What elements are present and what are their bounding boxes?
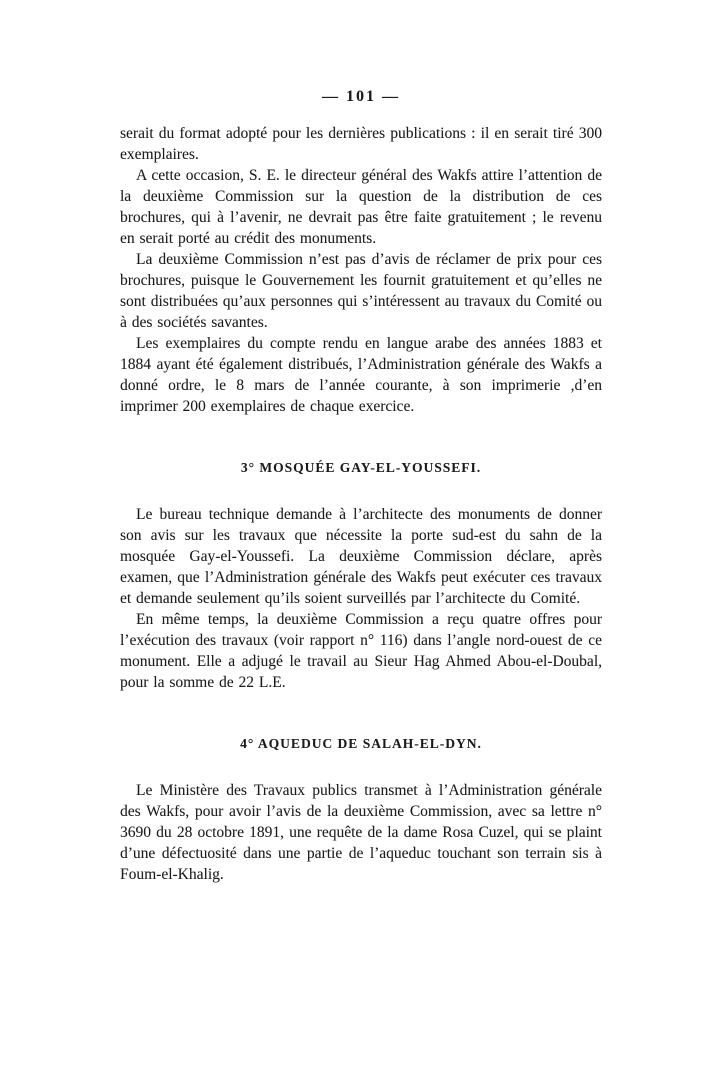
text-column [120, 123, 602, 885]
page-number: — 101 — [322, 88, 400, 105]
paragraph: Le Ministère des Travaux publics transmet à l’Administration générale des Wakfs, pour avoir l’avis de la deuxième Commission, avec sa lettre n° 3690 du 28 octobre 1891, une requête de la dame Rosa Cuzel, qui se plaint d’une défectuosité dans une partie de l’aqueduc touchant son terrain sis à Foum-el-Khalig. [120, 782, 602, 883]
paragraph: En même temps, la deuxième Commission a reçu quatre offres pour l’exécution des travaux (voir rapport n° 116) dans l’angle nord-ouest de ce monument. Elle a adjugé le travail au Sieur Hag Ahmed Abou-el-Doubal, pour la somme de 22 L.E. [120, 611, 602, 691]
section-heading: 3° MOSQUÉE GAY-EL-YOUSSEFI. [240, 460, 482, 475]
paragraph: Les exemplaires du compte rendu en langue arabe des années 1883 et 1884 ayant été également distribués, l’Administration générale des Wakfs a donné ordre, le 8 mars de l’année courante, à son imprimerie ,d’en imprimer 200 exemplaires de chaque exercice. [120, 335, 602, 415]
page-header [120, 88, 602, 106]
section-heading: 4° AQUEDUC DE SALAH-EL-DYN. [240, 736, 482, 751]
paragraph: Le bureau technique demande à l’architecte des monuments de donner son avis sur les travaux que nécessite la porte sud-est du sahn de la mosquée Gay-el-Youssefi. La deuxième Commission déclare, après examen, que l’Administration générale des Wakfs peut exécuter ces travaux et demande seulement qu’ils soient surveillés par l’architecte du Comité. [120, 506, 602, 607]
paragraph: A cette occasion, S. E. le directeur général des Wakfs attire l’attention de la deuxième Commission sur la question de la distribution de ces brochures, qui à l’avenir, ne devrait pas être faite gratuitement ; le revenu en serait porté au crédit des monuments. [120, 167, 602, 247]
paragraph: La deuxième Commission n’est pas d’avis de réclamer de prix pour ces brochures, puisque le Gouvernement les fournit gratuitement et qu’elles ne sont distribuées qu’aux personnes qui s’intéressent au travaux du Comité ou à des sociétés savantes. [120, 251, 602, 331]
paragraph: serait du format adopté pour les dernières publications : il en serait tiré 300 exemplaires. [120, 125, 602, 163]
